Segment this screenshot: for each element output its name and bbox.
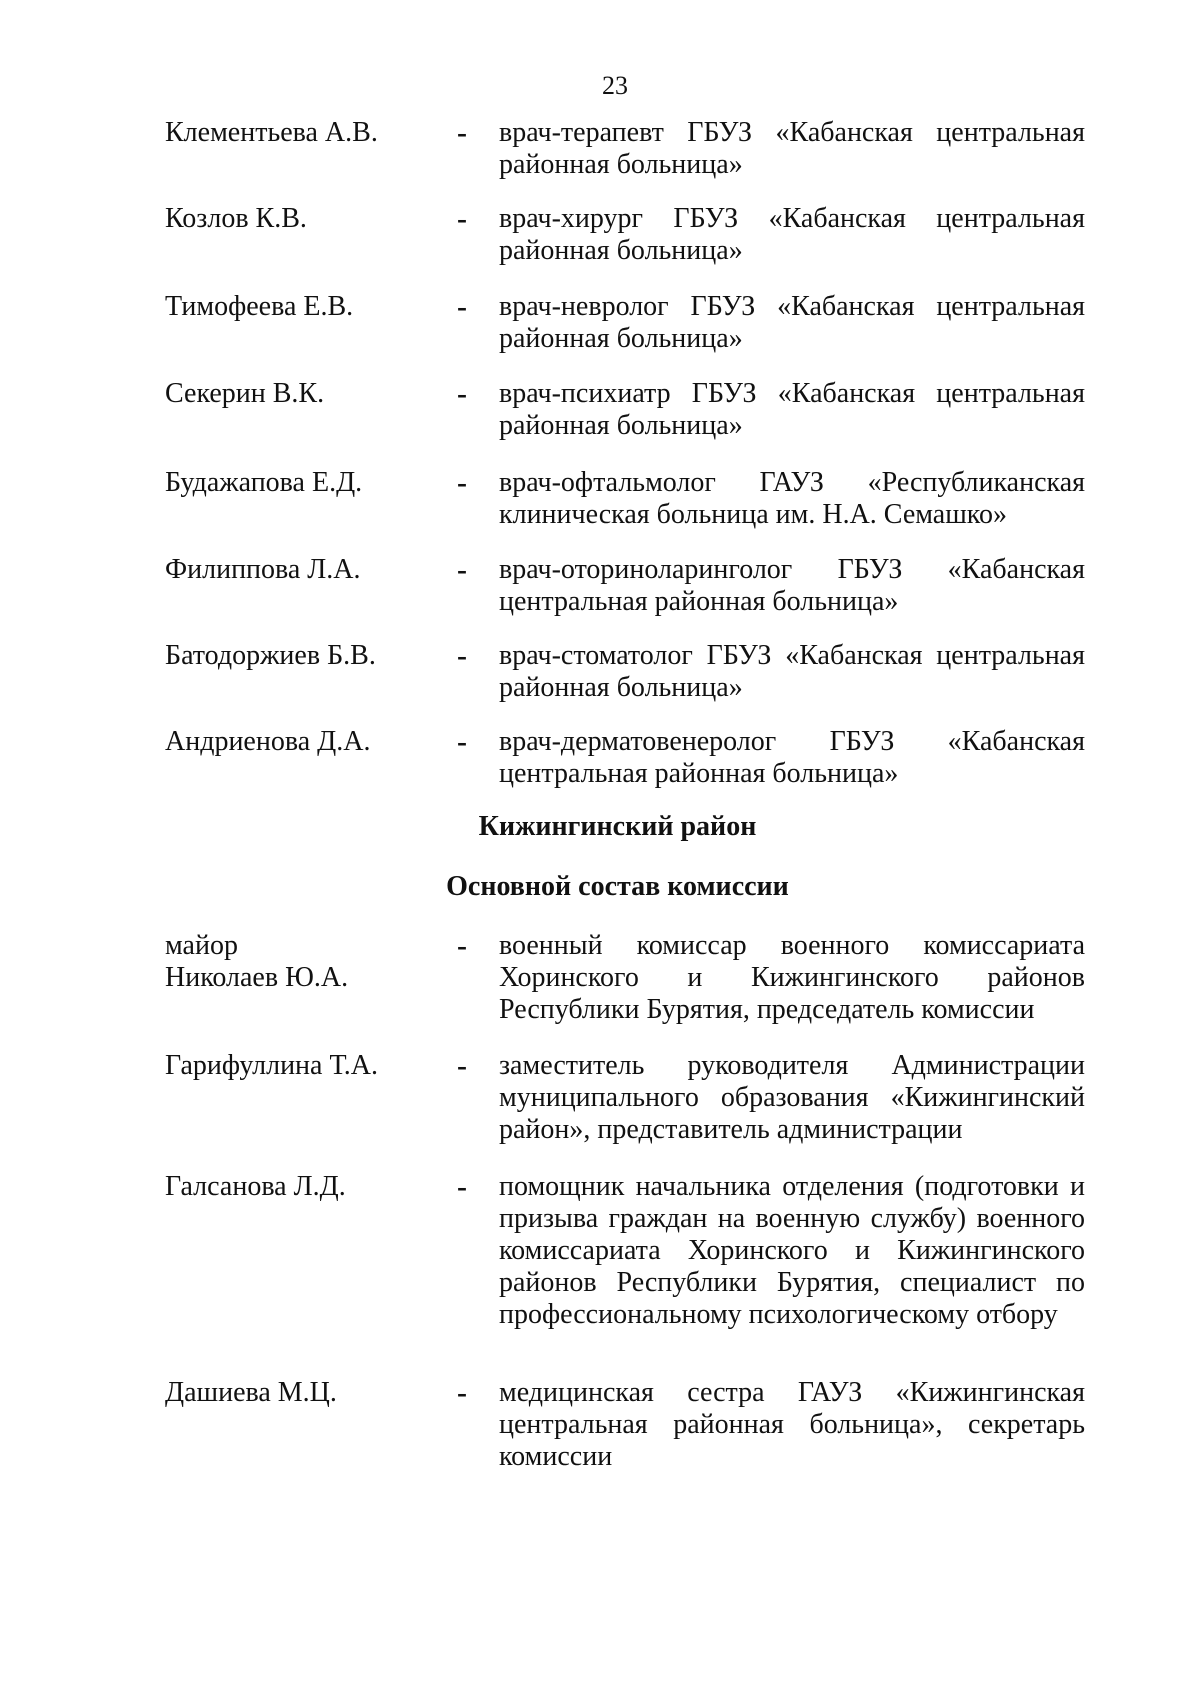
member-description: врач-офтальмолог ГАУЗ «Республиканская клиническая больница им. Н.А. Семашко»	[499, 467, 1085, 530]
dash-separator: -	[457, 377, 467, 410]
member-name: Батодоржиев Б.В.	[165, 640, 376, 671]
dash-separator: -	[457, 466, 467, 499]
list-item	[165, 1377, 1085, 1473]
member-name	[165, 930, 455, 994]
dash-separator: -	[457, 1170, 467, 1203]
list-item	[165, 467, 1085, 531]
member-description: военный комиссар военного комиссариата Хоринского и Кижингинского районов Республики Бурятия, председатель комиссии	[499, 930, 1085, 1025]
member-description: медицинская сестра ГАУЗ «Кижингинская центральная районная больница», секретарь комиссии	[499, 1377, 1085, 1472]
dash-separator: -	[457, 553, 467, 586]
member-name-text: Николаев Ю.А.	[165, 962, 349, 993]
member-description: врач-терапевт ГБУЗ «Кабанская центральная районная больница»	[499, 117, 1085, 180]
dash-separator: -	[457, 1376, 467, 1409]
member-name: Будажапова Е.Д.	[165, 467, 363, 498]
list-item	[165, 930, 1085, 1026]
member-name: Козлов К.В.	[165, 203, 307, 234]
list-item	[165, 203, 1085, 267]
member-name: Гарифуллина Т.А.	[165, 1050, 378, 1081]
district-heading: Кижингинский район	[478, 811, 757, 842]
member-description: врач-психиатр ГБУЗ «Кабанская центральная районная больница»	[499, 378, 1085, 441]
dash-separator: -	[457, 202, 467, 235]
list-item	[165, 117, 1085, 181]
member-name: Галсанова Л.Д.	[165, 1171, 346, 1202]
member-description: врач-стоматолог ГБУЗ «Кабанская центральная районная больница»	[499, 640, 1085, 703]
member-description: врач-оториноларинголог ГБУЗ «Кабанская центральная районная больница»	[499, 554, 1085, 617]
dash-separator: -	[457, 290, 467, 323]
member-name: Андриенова Д.А.	[165, 726, 371, 757]
member-description: врач-невролог ГБУЗ «Кабанская центральная районная больница»	[499, 291, 1085, 354]
dash-separator: -	[457, 929, 467, 962]
composition-heading: Основной состав комиссии	[446, 871, 789, 902]
list-item	[165, 1050, 1085, 1146]
list-item	[165, 378, 1085, 442]
dash-separator: -	[457, 639, 467, 672]
member-name: Филиппова Л.А.	[165, 554, 361, 585]
dash-separator: -	[457, 116, 467, 149]
dash-separator: -	[457, 725, 467, 758]
list-item	[165, 291, 1085, 355]
member-description: заместитель руководителя Администрации муниципального образования «Кижингинский район», представитель администрации	[499, 1050, 1085, 1145]
member-rank: майор	[165, 930, 238, 961]
member-description: помощник начальника отделения (подготовки и призыва граждан на военную службу) военного комиссариата Хоринского и Кижингинского районов Республики Бурятия, специалист по профессиональному психологическому отбору	[499, 1171, 1085, 1330]
list-item	[165, 554, 1085, 618]
member-name: Секерин В.К.	[165, 378, 325, 409]
dash-separator: -	[457, 1049, 467, 1082]
list-item	[165, 726, 1085, 790]
page-number: 23	[602, 71, 628, 100]
member-name: Дашиева М.Ц.	[165, 1377, 337, 1408]
list-item	[165, 1171, 1085, 1331]
member-name: Тимофеева Е.В.	[165, 291, 354, 322]
member-description: врач-хирург ГБУЗ «Кабанская центральная районная больница»	[499, 203, 1085, 266]
list-item	[165, 640, 1085, 704]
member-name: Клементьева А.В.	[165, 117, 378, 148]
member-description: врач-дерматовенеролог ГБУЗ «Кабанская центральная районная больница»	[499, 726, 1085, 789]
